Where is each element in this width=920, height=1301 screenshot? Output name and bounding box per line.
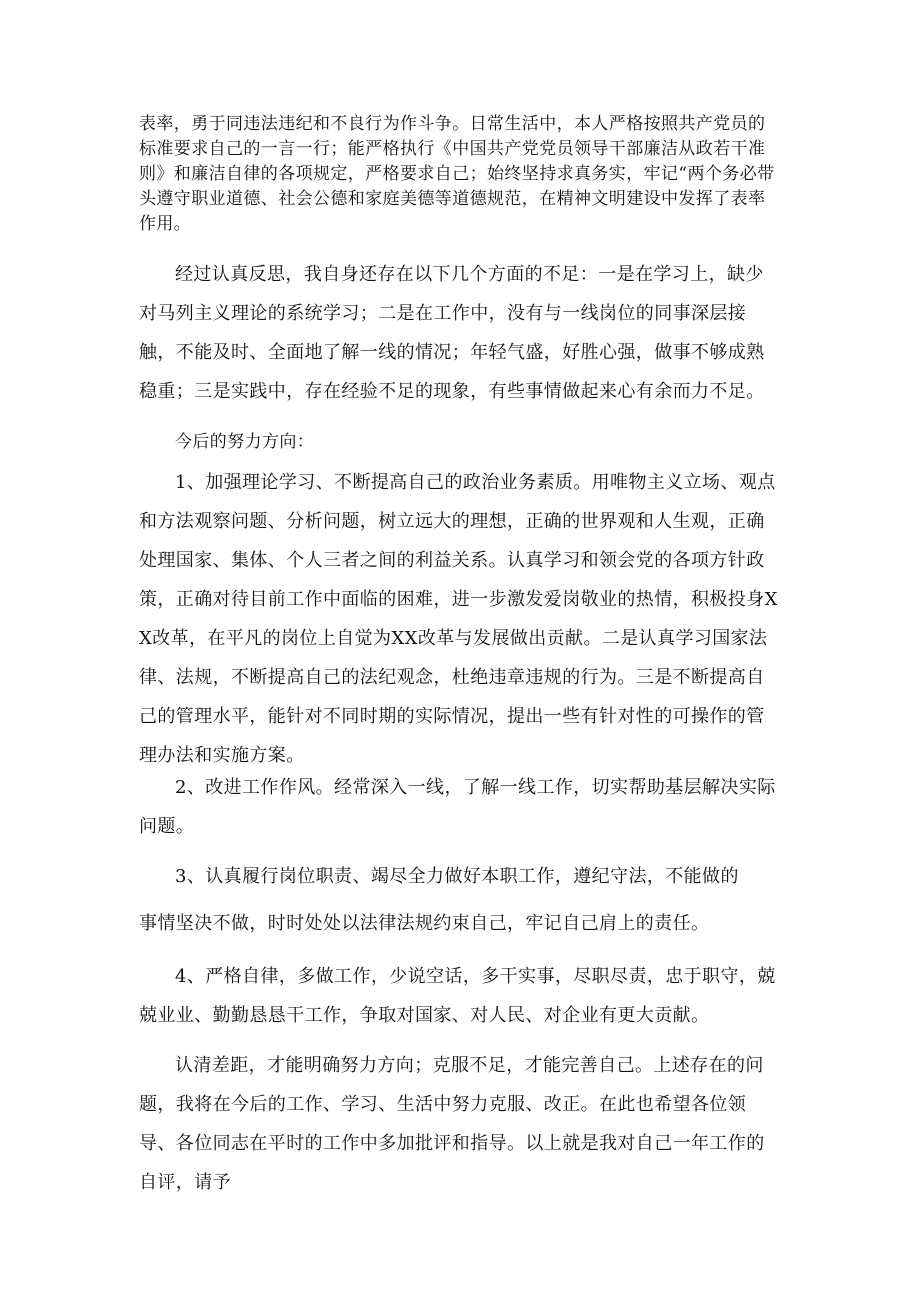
list-item-1: 1、加强理论学习、不断提高自己的政治业务素质。用唯物主义立场、观点和方法观察问题、分析问题，树立远大的理想，正确的世界观和人生观，正确处理国家、集体、个人三者之间的利益关系。认真学习和领会党的各项方针政策，正确对待目前工作中面临的困难，进一步激发爱岗敬业的热情，积极投身XX改革，在平凡的岗位上自觉为XX改革与发展做出贡献。二是认真学习国家法律、法规，不断提高自己的法纪观念，杜绝违章违规的行为。三是不断提高自己的管理水平，能针对不同时期的实际情况，提出一些有针对性的可操作的管理办法和实施方案。: [139, 472, 778, 766]
list-item-4: 4、严格自律，多做工作，少说空话，多干实事，尽职尽责，忠于职守，兢兢业业、勤勤恳恳干工作，争取对国家、对人民、对企业有更大贡献。: [139, 966, 776, 1026]
paragraph-closing: 认清差距，才能明确努力方向；克服不足，才能完善自己。上述存在的问题，我将在今后的工作、学习、生活中努力克服、改正。在此也希望各位领导、各位同志在平时的工作中多加批评和指导。以上就是我对自己一年工作的自评，请予: [139, 1055, 765, 1193]
paragraph-intro: 表率，勇于同违法违纪和不良行为作斗争。日常生活中，本人严格按照共产党员的标准要求自己的一言一行；能严格执行《中国共产党党员领导干部廉洁从政若干准则》和廉洁自律的各项规定，严格要求自己；始终坚持求真务实，牢记“两个务必带头遵守职业道德、社会公德和家庭美德等道德规范，在精神文明建设中发挥了表率作用。: [139, 114, 775, 234]
list-item-3-line-1: 3、认真履行岗位职责、竭尽全力做好本职工作，遵纪守法，不能做的: [175, 866, 739, 887]
section-heading: 今后的努力方向：: [175, 432, 315, 452]
list-item-2: 2、改进工作作风。经常深入一线，了解一线工作，切实帮助基层解决实际问题。: [139, 777, 776, 837]
paragraph-reflection: 经过认真反思，我自身还存在以下几个方面的不足：一是在学习上，缺少对马列主义理论的系统学习；二是在工作中，没有与一线岗位的同事深层接触，不能及时、全面地了解一线的情况；年轻气盛，好胜心强，做事不够成熟稳重；三是实践中，存在经验不足的现象，有些事情做起来心有余而力不足。: [139, 264, 765, 402]
list-item-3-line-2: 事情坚决不做，时时处处以法律法规约束自己，牢记自己肩上的责任。: [139, 913, 710, 934]
